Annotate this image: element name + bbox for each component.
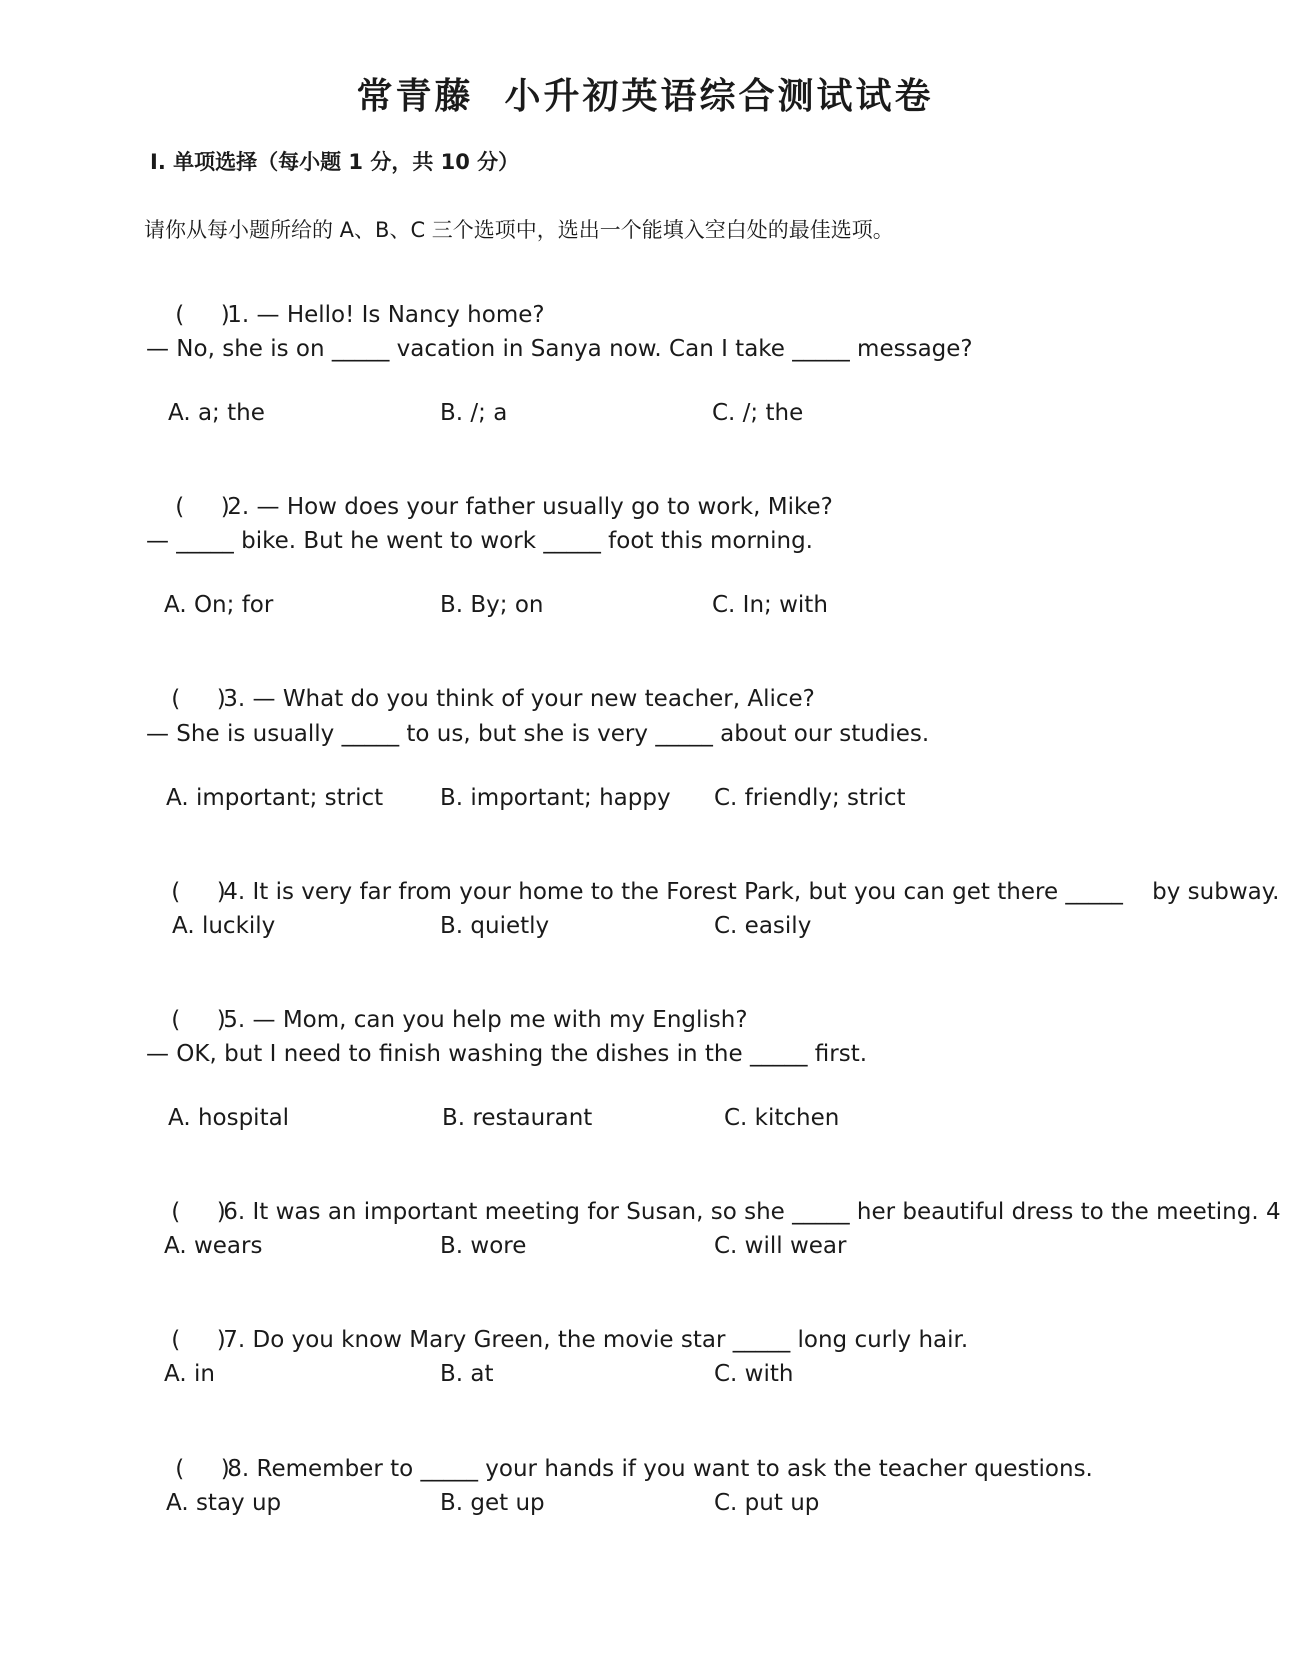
question-6-option-b: B. wore xyxy=(440,1233,527,1259)
question-8-stem xyxy=(146,1424,1093,1514)
question-2-option-b: B. By; on xyxy=(440,592,544,618)
question-2-option-c: C. In; with xyxy=(712,592,828,618)
section-heading: I. 单项选择（每小题 1 分，共 10 分） xyxy=(150,150,520,174)
question-8-option-a: A. stay up xyxy=(166,1490,282,1516)
question-3-reply: — She is usually _____ to us, but she is very _____ about our studies. xyxy=(146,721,930,747)
question-stem-text: 8. Remember to _____ your hands if you want to ask the teacher questions. xyxy=(227,1456,1093,1482)
question-6-option-c: C. will wear xyxy=(714,1233,847,1259)
answer-parentheses: ( ) xyxy=(175,494,230,520)
question-stem-text: 5. — Mom, can you help me with my English? xyxy=(223,1007,748,1033)
question-stem-text: 7. Do you know Mary Green, the movie star _____ long curly hair. xyxy=(223,1327,969,1353)
question-4-stem xyxy=(142,847,1279,937)
question-2-option-a: A. On; for xyxy=(164,592,274,618)
question-5-option-c: C. kitchen xyxy=(724,1105,840,1131)
question-1-option-a: A. a; the xyxy=(168,400,265,426)
question-stem-text: 3. — What do you think of your new teacher, Alice? xyxy=(223,686,815,712)
question-1-reply: — No, she is on _____ vacation in Sanya now. Can I take _____ message? xyxy=(146,336,973,362)
question-2-reply: — _____ bike. But he went to work _____ foot this morning. xyxy=(146,528,813,554)
question-5-option-b: B. restaurant xyxy=(442,1105,593,1131)
question-7-option-b: B. at xyxy=(440,1361,494,1387)
question-4-option-a: A. luckily xyxy=(172,913,276,939)
question-3-option-c: C. friendly; strict xyxy=(714,785,906,811)
question-stem-text: 4. It is very far from your home to the Forest Park, but you can get there _____ by subway. xyxy=(223,879,1280,905)
answer-parentheses: ( ) xyxy=(171,879,226,905)
answer-parentheses: ( ) xyxy=(175,302,230,328)
question-8-option-c: C. put up xyxy=(714,1490,820,1516)
answer-parentheses: ( ) xyxy=(171,686,226,712)
question-6-stem xyxy=(142,1167,1281,1257)
section-instruction: 请你从每小题所给的 A、B、C 三个选项中，选出一个能填入空白处的最佳选项。 xyxy=(144,218,894,242)
question-stem-text: 6. It was an important meeting for Susan, so she _____ her beautiful dress to the meeting. 4 xyxy=(223,1199,1281,1225)
question-stem-text: 1. — Hello! Is Nancy home? xyxy=(227,302,545,328)
question-3-option-b: B. important; happy xyxy=(440,785,671,811)
question-6-option-a: A. wears xyxy=(164,1233,263,1259)
question-5-reply: — OK, but I need to finish washing the dishes in the _____ first. xyxy=(146,1041,868,1067)
question-1-option-c: C. /; the xyxy=(712,400,804,426)
answer-parentheses: ( ) xyxy=(171,1327,226,1353)
answer-parentheses: ( ) xyxy=(175,1456,230,1482)
exam-title: 常青藤 小升初英语综合测试试卷 xyxy=(356,76,934,117)
question-4-option-c: C. easily xyxy=(714,913,812,939)
question-stem-text: 2. — How does your father usually go to work, Mike? xyxy=(227,494,833,520)
answer-parentheses: ( ) xyxy=(171,1007,226,1033)
question-5-option-a: A. hospital xyxy=(168,1105,290,1131)
question-7-option-c: C. with xyxy=(714,1361,794,1387)
question-8-option-b: B. get up xyxy=(440,1490,545,1516)
question-1-option-b: B. /; a xyxy=(440,400,508,426)
question-7-stem xyxy=(142,1295,968,1385)
question-3-option-a: A. important; strict xyxy=(166,785,384,811)
question-7-option-a: A. in xyxy=(164,1361,215,1387)
answer-parentheses: ( ) xyxy=(171,1199,226,1225)
question-4-option-b: B. quietly xyxy=(440,913,550,939)
